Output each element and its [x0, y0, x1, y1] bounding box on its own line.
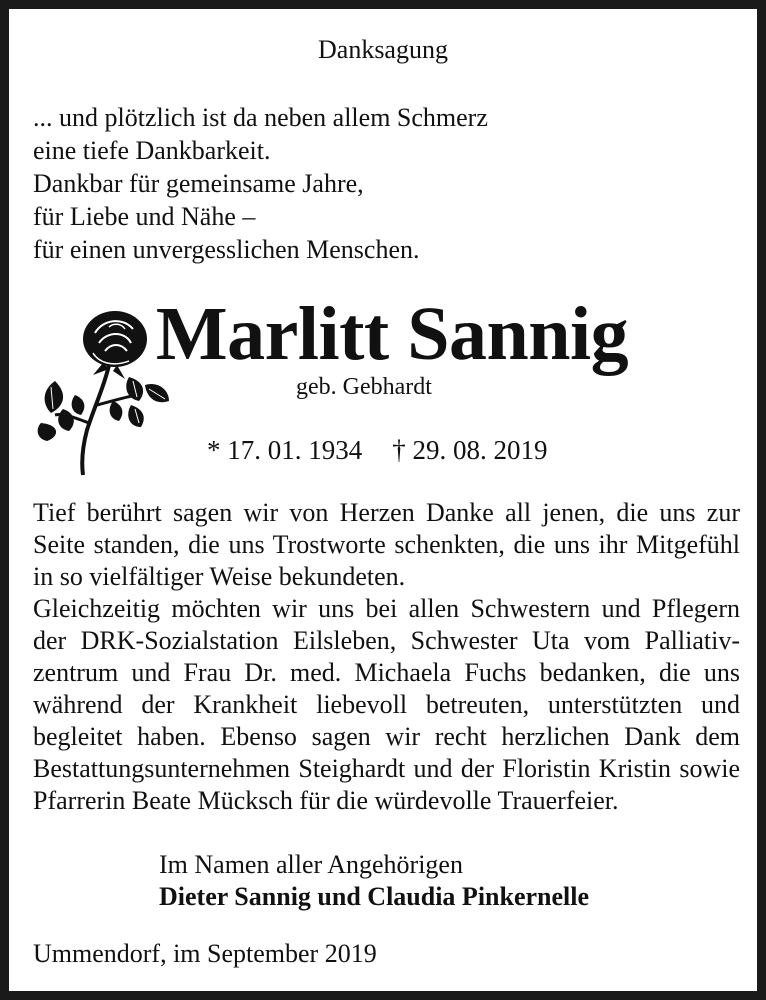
- poem-line: für Liebe und Nähe –: [33, 202, 256, 231]
- signer-names: Dieter Sannig und Claudia Pinkernelle: [159, 882, 590, 911]
- place-date: Ummendorf, im September 2019: [33, 939, 377, 968]
- poem-line: Dankbar für gemeinsame Jahre,: [33, 169, 364, 198]
- paragraph: Tief berührt sagen wir von Herzen Danke all jenen, die uns zur Seite standen, die uns Trostworte schenkten, die uns ihr Mitgefühl in so vielfältiger Weise bekundeten.: [33, 498, 740, 591]
- poem: [33, 101, 488, 266]
- paragraph: Gleichzeitig möchten wir uns bei allen Schwestern und Pflegern der DRK-Sozialstation Eilsleben, Schwester Uta vom Palliativ-zentrum und Frau Dr. med. Michaela Fuchs bedanken, die uns während der Krankheit liebevoll betreuten, unterstützten und begleitet haben. Ebenso sagen wir recht herzlichen Dank dem Bestattungsunternehmen Steighardt und der Floristin Kristin sowie Pfarrerin Beate Mücksch für die würdevolle Trauerfeier.: [33, 594, 740, 815]
- death-date: † 29. 08. 2019: [392, 435, 548, 465]
- poem-line: für einen unvergesslichen Menschen.: [33, 235, 420, 264]
- deceased-name: Marlitt Sannig: [155, 292, 629, 376]
- signature-intro: Im Namen aller Angehörigen: [159, 850, 463, 879]
- poem-line: ... und plötzlich ist da neben allem Schmerz: [33, 103, 488, 132]
- poem-line: eine tiefe Dankbarkeit.: [33, 136, 271, 165]
- signature-block: [159, 849, 589, 913]
- birth-name: geb. Gebhardt: [296, 374, 432, 400]
- birth-date: * 17. 01. 1934: [207, 435, 363, 465]
- life-dates: [207, 435, 548, 466]
- notice-heading: Danksagung: [318, 35, 448, 64]
- thanks-text: [33, 497, 740, 817]
